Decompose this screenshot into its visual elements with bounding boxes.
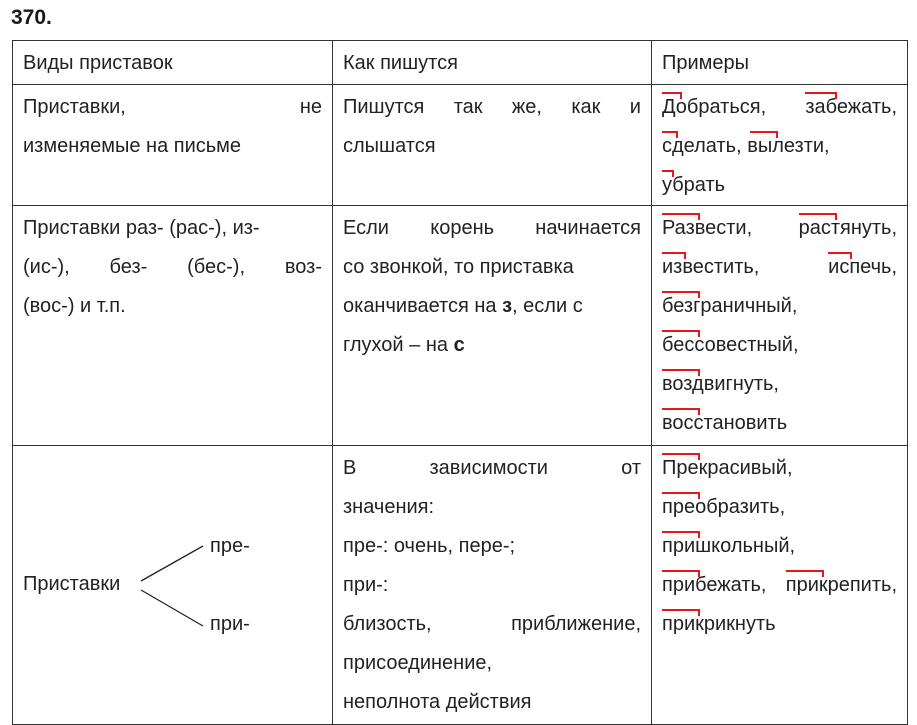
row2-rule-line2: со звонкой, то приставка xyxy=(343,256,574,278)
example-line xyxy=(662,404,897,443)
row2-kind-line3: (вос-) и т.п. xyxy=(23,295,126,317)
example-word: сделать, xyxy=(662,127,742,166)
example-word: вылезти, xyxy=(747,127,829,166)
header-spelling: Как пишутся xyxy=(333,41,652,85)
example-word: восстановить xyxy=(662,404,787,443)
row2-rule-word: Если xyxy=(343,217,389,239)
example-line xyxy=(662,287,897,326)
voiced-prefix-letter: з xyxy=(502,295,513,317)
header-kinds: Виды приставок xyxy=(13,41,333,85)
example-word: испечь, xyxy=(828,248,897,287)
branch-line-pre xyxy=(141,546,203,581)
row3-rule-word: приближение, xyxy=(511,613,641,635)
example-word: преобразить, xyxy=(662,488,785,527)
example-word: известить, xyxy=(662,248,759,287)
row1-rule xyxy=(333,85,652,206)
voiceless-prefix-letter: с xyxy=(453,334,465,356)
row3-rule xyxy=(333,446,652,725)
row2-rule xyxy=(333,206,652,446)
row2-kind-word: без- xyxy=(109,256,148,278)
example-line xyxy=(662,365,897,404)
row1-rule-word: как xyxy=(571,96,601,118)
row1-rule-line2: слышатся xyxy=(343,135,436,157)
row2-kind xyxy=(13,206,333,446)
table-row xyxy=(13,206,908,446)
row2-rule-text: оканчивается на xyxy=(343,295,503,317)
row3-kind xyxy=(13,446,333,725)
row2-kind-line1: Приставки раз- (рас-), из- xyxy=(23,217,260,239)
row2-rule-text: , если с xyxy=(512,295,583,317)
example-word: пришкольный, xyxy=(662,527,795,566)
row1-kind-word: не xyxy=(299,96,322,118)
row3-rule-word: от xyxy=(621,457,641,479)
example-line xyxy=(662,326,897,365)
row2-examples-line2 xyxy=(662,248,897,287)
row1-kind-line1 xyxy=(23,88,322,127)
row3-rule-word: близость, xyxy=(343,613,432,635)
prefix-label: Приставки xyxy=(23,573,121,595)
example-word: прикрикнуть xyxy=(662,605,776,644)
row3-rule-line: значения: xyxy=(343,496,435,518)
example-word: прикрепить, xyxy=(786,566,897,605)
header-examples: Примеры xyxy=(652,41,908,85)
example-word: Добраться, xyxy=(662,88,766,127)
row2-kind-word: (бес-), xyxy=(187,256,246,278)
example-line xyxy=(662,527,897,566)
row3-rule-line: при-: xyxy=(343,574,389,596)
table-row xyxy=(13,85,908,206)
branch-pri-label: при- xyxy=(210,613,250,635)
row1-rule-word: Пишутся xyxy=(343,96,425,118)
example-word: Прекрасивый, xyxy=(662,449,793,488)
row3-examples xyxy=(652,446,908,725)
prefix-branch-diagram xyxy=(23,449,322,724)
example-word: забежать, xyxy=(805,88,897,127)
row1-examples-line1 xyxy=(662,88,897,127)
example-word: растянуть, xyxy=(799,209,897,248)
row2-examples-line1 xyxy=(662,209,897,248)
row1-examples-line2 xyxy=(662,127,897,205)
example-word: Развести, xyxy=(662,209,752,248)
row3-rule-line: неполнота действия xyxy=(343,691,532,713)
row2-rule-line1 xyxy=(343,209,641,248)
row2-kind-word: (ис-), xyxy=(23,256,70,278)
row2-rule-text: глухой – на xyxy=(343,334,454,356)
row2-rule-line3 xyxy=(343,287,641,326)
row1-rule-word: так xyxy=(453,96,483,118)
row3-examples-line4 xyxy=(662,566,897,605)
row2-rule-line4 xyxy=(343,326,641,365)
row2-examples xyxy=(652,206,908,446)
row3-rule-word: зависимости xyxy=(429,457,548,479)
row3-rule-line1 xyxy=(343,449,641,488)
prefix-table xyxy=(12,40,908,725)
row1-kind-line2: изменяемые на письме xyxy=(23,135,242,157)
branch-line-pri xyxy=(141,590,203,626)
row2-kind-word: воз- xyxy=(284,256,322,278)
row2-kind-line2 xyxy=(23,248,322,287)
row3-rule-word: В xyxy=(343,457,357,479)
exercise-number: 370. xyxy=(11,6,52,29)
example-word: убрать xyxy=(662,166,725,205)
row1-rule-line1 xyxy=(343,88,641,127)
row2-rule-word: корень xyxy=(430,217,495,239)
table-row xyxy=(13,446,908,725)
example-word: воздвигнуть, xyxy=(662,365,779,404)
branch-pre-label: пре- xyxy=(210,535,250,557)
row2-rule-word: начинается xyxy=(535,217,641,239)
table-header-row xyxy=(13,41,908,85)
row3-rule-line: пре-: очень, пере-; xyxy=(343,535,516,557)
example-word: прибежать, xyxy=(662,566,766,605)
row1-rule-word: и xyxy=(629,96,641,118)
example-word: безграничный, xyxy=(662,287,797,326)
example-line xyxy=(662,605,897,644)
example-word: бессовестный, xyxy=(662,326,799,365)
row3-rule-line: присоединение, xyxy=(343,652,493,674)
example-line xyxy=(662,449,897,488)
row1-rule-word: же, xyxy=(511,96,542,118)
example-line xyxy=(662,488,897,527)
row3-rule-line5 xyxy=(343,605,641,644)
row1-kind-word: Приставки, xyxy=(23,96,126,118)
row1-kind xyxy=(13,85,333,206)
row1-examples xyxy=(652,85,908,206)
